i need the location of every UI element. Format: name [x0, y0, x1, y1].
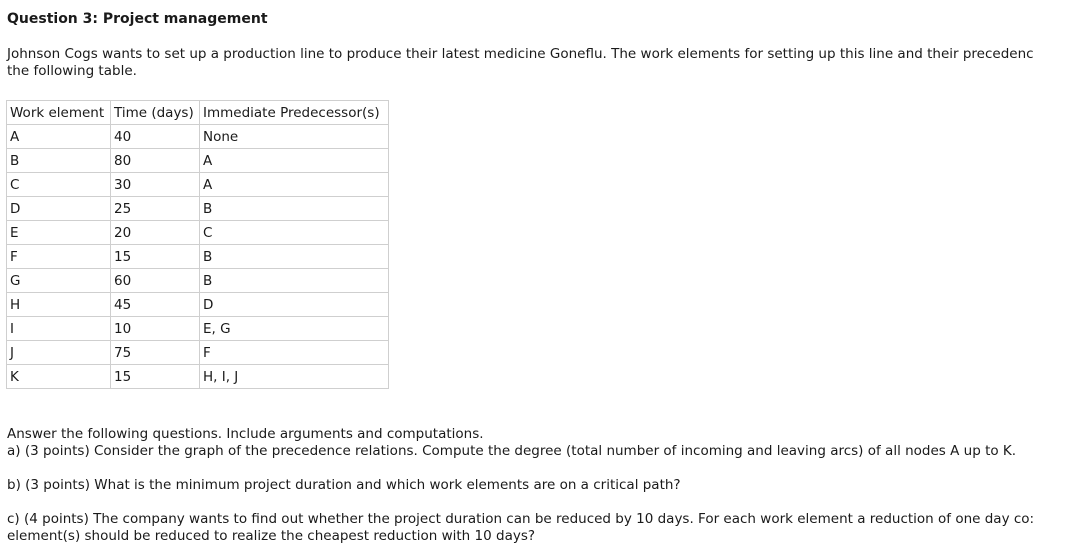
work-elements-table [6, 100, 389, 389]
time-cell: 75 [111, 341, 200, 365]
work-element-cell: E [7, 221, 111, 245]
table-row [7, 365, 389, 389]
intro-line-1: Johnson Cogs wants to set up a production line to produce their latest medicine Goneflu. The work elements for setting up this line and their precedenc [7, 46, 1034, 62]
time-cell: 15 [111, 365, 200, 389]
table-row [7, 125, 389, 149]
predecessor-cell: B [200, 269, 389, 293]
predecessor-cell: F [200, 341, 389, 365]
predecessor-cell: B [200, 197, 389, 221]
work-element-cell: G [7, 269, 111, 293]
predecessor-cell: A [200, 173, 389, 197]
work-element-cell: A [7, 125, 111, 149]
work-element-cell: D [7, 197, 111, 221]
table-row [7, 221, 389, 245]
time-cell: 20 [111, 221, 200, 245]
time-cell: 30 [111, 173, 200, 197]
table-row [7, 293, 389, 317]
work-element-cell: F [7, 245, 111, 269]
time-cell: 25 [111, 197, 200, 221]
predecessor-cell: H, I, J [200, 365, 389, 389]
work-element-cell: I [7, 317, 111, 341]
table-row [7, 317, 389, 341]
work-element-cell: J [7, 341, 111, 365]
table-row [7, 197, 389, 221]
questions-section [7, 426, 1034, 545]
instruction-text: Answer the following questions. Include arguments and computations. [7, 426, 484, 442]
time-cell: 45 [111, 293, 200, 317]
table-row [7, 173, 389, 197]
predecessor-cell: C [200, 221, 389, 245]
table-row [7, 269, 389, 293]
predecessor-cell: E, G [200, 317, 389, 341]
table-row [7, 245, 389, 269]
intro-paragraph [7, 46, 1080, 80]
table-header-row [7, 101, 389, 125]
predecessor-cell: D [200, 293, 389, 317]
question-c-line-2: element(s) should be reduced to realize the cheapest reduction with 10 days? [7, 528, 536, 544]
header-work-element: Work element [7, 101, 111, 125]
question-a: a) (3 points) Consider the graph of the precedence relations. Compute the degree (total number of incoming and leaving arcs) of all nodes A up to K. [7, 443, 1017, 459]
predecessor-cell: A [200, 149, 389, 173]
question-title: Question 3: Project management [7, 11, 268, 27]
predecessor-cell: B [200, 245, 389, 269]
time-cell: 60 [111, 269, 200, 293]
header-time-days: Time (days) [111, 101, 200, 125]
question-b: b) (3 points) What is the minimum project duration and which work elements are on a critical path? [7, 477, 681, 493]
time-cell: 80 [111, 149, 200, 173]
time-cell: 10 [111, 317, 200, 341]
work-element-cell: H [7, 293, 111, 317]
predecessor-cell: None [200, 125, 389, 149]
work-element-cell: B [7, 149, 111, 173]
work-element-cell: C [7, 173, 111, 197]
time-cell: 40 [111, 125, 200, 149]
time-cell: 15 [111, 245, 200, 269]
work-element-cell: K [7, 365, 111, 389]
header-immediate-predecessors: Immediate Predecessor(s) [200, 101, 389, 125]
intro-line-2: the following table. [7, 63, 137, 79]
table-row [7, 149, 389, 173]
question-c-line-1: c) (4 points) The company wants to find out whether the project duration can be reduced by 10 days. For each work element a reduction of one day co: [7, 511, 1035, 527]
table-row [7, 341, 389, 365]
